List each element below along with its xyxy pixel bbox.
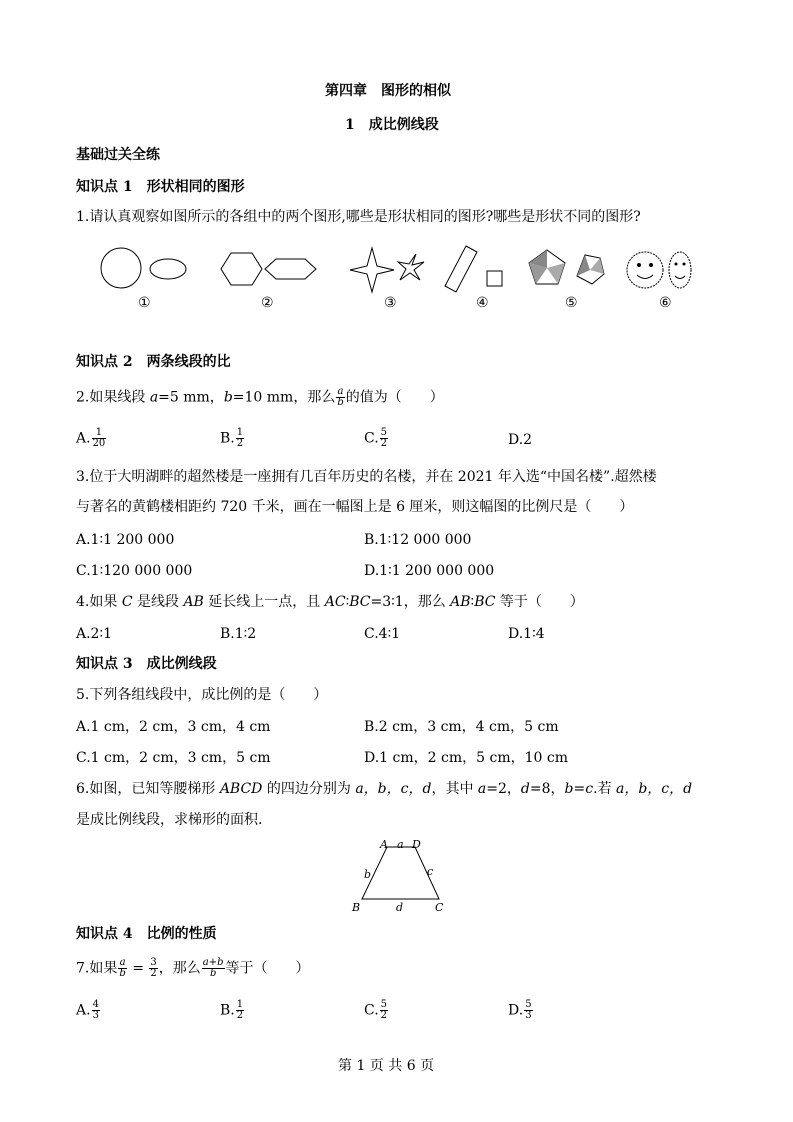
trapezoid-figure xyxy=(345,834,465,914)
figure-label-6: ⑥ xyxy=(659,295,672,311)
question-1: 1.请认真观察如图所示的各组中的两个图形,哪些是形状相同的图形?哪些是形状不同的图形? xyxy=(76,209,641,225)
question-5: 5.下列各组线段中，成比例的是（ ） xyxy=(76,687,328,703)
question-5-option-d[interactable]: D.1 cm，2 cm，5 cm，10 cm xyxy=(364,750,568,766)
page-footer: 第 1 页 共 6 页 xyxy=(338,1058,435,1074)
figure-face-oval xyxy=(669,252,691,288)
figure-label-4: ④ xyxy=(476,295,489,311)
figure-star-small xyxy=(398,254,424,280)
side-c-label: c xyxy=(427,865,434,878)
question-7-option-c[interactable]: C. $\frac{5}{2}$ xyxy=(364,999,388,1021)
question-4: 4.如果 C 是线段 AB 延长线上一点，且 AC∶BC=3∶1，那么 AB∶BC 等于（ ） xyxy=(76,594,584,610)
knowledge-point-4-title: 知识点 4 比例的性质 xyxy=(76,926,217,942)
question-4-option-a[interactable]: A.2∶1 xyxy=(76,626,113,642)
figure-hexagon-regular xyxy=(221,253,262,285)
question-5-option-b[interactable]: B.2 cm，3 cm，4 cm，5 cm xyxy=(364,719,559,735)
figure-pentagon-left xyxy=(529,250,565,284)
question-3-option-d[interactable]: D.1∶1 200 000 000 xyxy=(364,563,495,579)
question-7-option-a[interactable]: A. $\frac{4}{3}$ xyxy=(76,999,99,1021)
figure-face-round xyxy=(627,252,663,288)
question-2-option-b[interactable]: B. $\frac{1}{2}$ xyxy=(220,427,244,449)
question-5-option-c[interactable]: C.1 cm，2 cm，3 cm，5 cm xyxy=(76,750,271,766)
figure-hexagon-wide xyxy=(265,259,316,279)
question-2-option-d[interactable]: D.2 xyxy=(508,432,533,448)
question-3-option-c[interactable]: C.1∶120 000 000 xyxy=(76,563,193,579)
chapter-title: 第四章 图形的相似 xyxy=(325,83,451,99)
figure-label-3: ③ xyxy=(384,295,397,311)
figure-tilted-rectangle xyxy=(445,246,477,292)
fraction-a-over-b: $\frac{a}{b}$ xyxy=(337,386,344,408)
question-1-figures xyxy=(0,240,793,330)
question-4-option-c[interactable]: C.4∶1 xyxy=(364,626,401,642)
vertex-c: C xyxy=(435,901,444,914)
side-b-label: b xyxy=(364,868,372,881)
question-7: 7.如果 $\frac{a}{b}$ = $\frac{3}{2}$ ，那么 $\frac{a+b}{b}$ 等于（ ） xyxy=(76,957,310,979)
question-7-option-b[interactable]: B. $\frac{1}{2}$ xyxy=(220,999,244,1021)
question-3-option-a[interactable]: A.1∶1 200 000 xyxy=(76,532,175,548)
figure-square xyxy=(487,271,502,286)
knowledge-point-1-title: 知识点 1 形状相同的图形 xyxy=(76,179,245,195)
question-4-option-b[interactable]: B.1∶2 xyxy=(220,626,257,642)
figure-circle xyxy=(101,248,141,288)
figure-label-2: ② xyxy=(261,295,274,311)
figure-star-large xyxy=(350,248,394,292)
question-5-option-a[interactable]: A.1 cm，2 cm，3 cm，4 cm xyxy=(76,719,271,735)
question-3-option-b[interactable]: B.1∶12 000 000 xyxy=(364,532,472,548)
question-6-line-1: 6.如图，已知等腰梯形 ABCD 的四边分别为 a，b，c，d，其中 a=2，d=8，b=c.若 a，b，c，d xyxy=(76,781,693,797)
side-d-label: d xyxy=(396,901,404,914)
question-4-option-d[interactable]: D.1∶4 xyxy=(508,626,545,642)
knowledge-point-2-title: 知识点 2 两条线段的比 xyxy=(76,354,231,370)
vertex-b: B xyxy=(352,901,361,914)
question-2-option-c[interactable]: C. $\frac{5}{2}$ xyxy=(364,427,388,449)
figure-label-1: ① xyxy=(138,295,151,311)
question-2: 2.如果线段 a=5 mm，b=10 mm，那么 $\frac{a}{b}$ 的值为（ ） xyxy=(76,386,444,408)
subsection-title: 基础过关全练 xyxy=(76,147,160,163)
question-2-option-a[interactable]: A. $\frac{1}{20}$ xyxy=(76,427,106,449)
vertex-d: D xyxy=(412,838,421,851)
knowledge-point-3-title: 知识点 3 成比例线段 xyxy=(76,656,217,672)
question-7-option-d[interactable]: D. $\frac{5}{3}$ xyxy=(508,999,532,1021)
question-6-line-2: 是成比例线段，求梯形的面积. xyxy=(76,812,263,828)
vertex-a: A xyxy=(380,838,388,851)
section-title: 1 成比例线段 xyxy=(345,117,439,133)
figure-pentagon-right xyxy=(577,255,604,284)
figure-ellipse xyxy=(150,259,186,279)
question-3-line-2: 与著名的黄鹤楼相距约 720 千米，画在一幅图上是 6 厘米，则这幅图的比例尺是（ ） xyxy=(76,499,634,515)
side-a-label: a xyxy=(397,838,404,851)
figure-label-5: ⑤ xyxy=(565,295,578,311)
question-3-line-1: 3.位于大明湖畔的超然楼是一座拥有几百年历史的名楼，并在 2021 年入选“中国名楼”.超然楼 xyxy=(76,469,657,485)
